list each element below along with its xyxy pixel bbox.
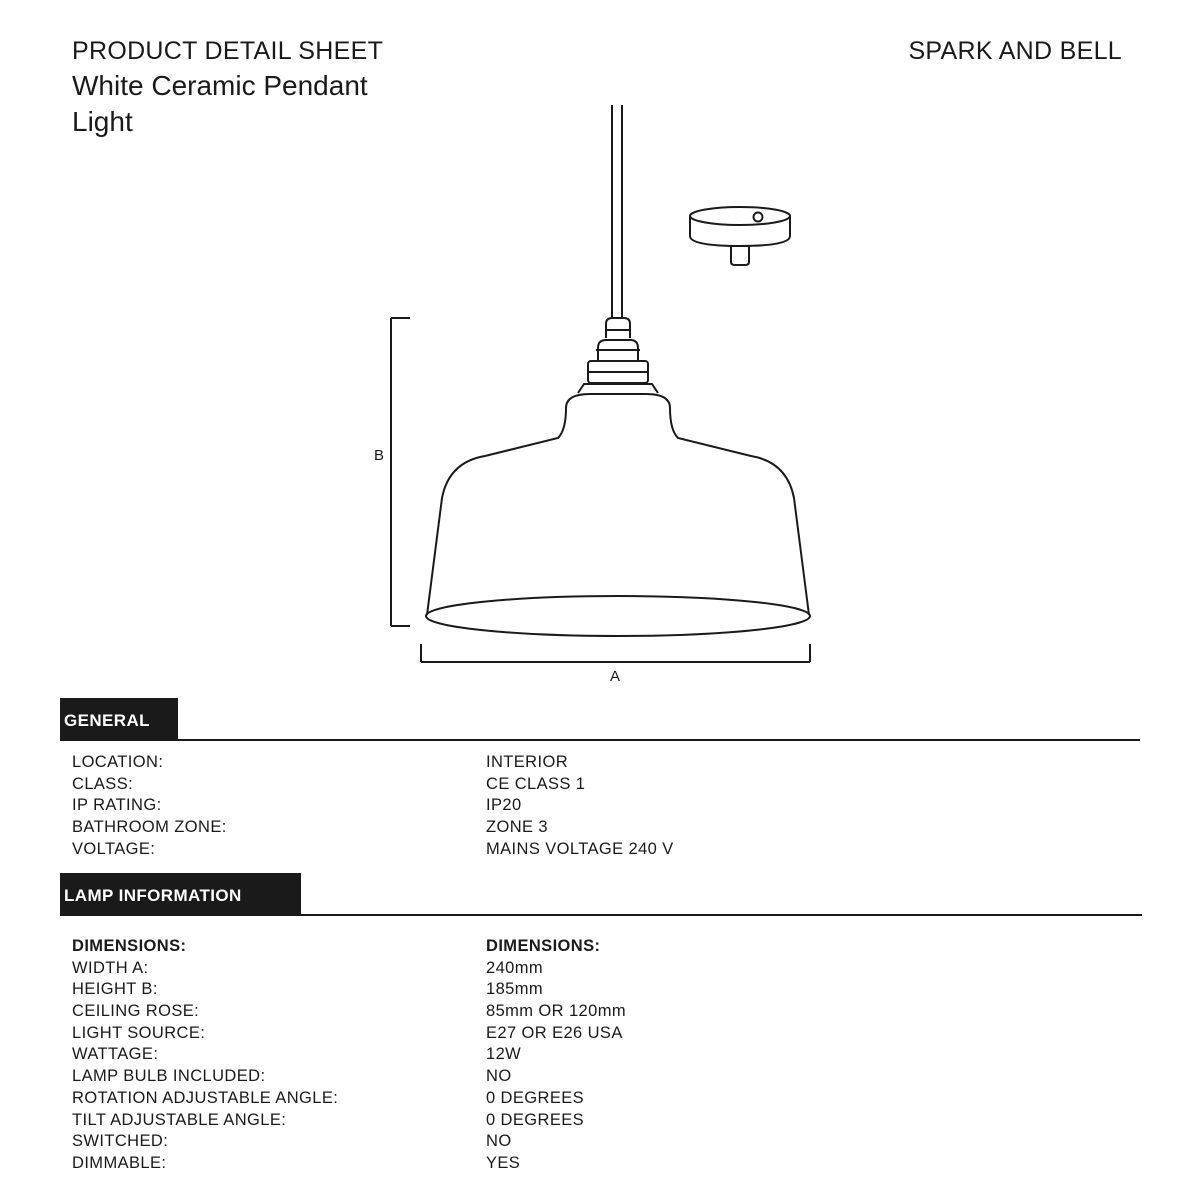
spec-value: NO (486, 1132, 512, 1151)
spec-key: CLASS: (72, 774, 134, 793)
spec-value: 85mm OR 120mm (486, 1002, 626, 1021)
ceiling-rose-connector (731, 246, 749, 265)
spec-value: CE CLASS 1 (486, 774, 586, 793)
spec-value: IP20 (486, 796, 522, 815)
spec-value: 0 DEGREES (486, 1110, 585, 1129)
general-section-rule (60, 739, 1140, 741)
ceiling-rose-screw (754, 213, 763, 222)
spec-key: SWITCHED: (72, 1132, 169, 1151)
dimension-b-label: B (374, 447, 385, 464)
product-title: White Ceramic Pendant Light (72, 70, 368, 137)
sheet-label: PRODUCT DETAIL SHEET (72, 37, 384, 65)
spec-value: MAINS VOLTAGE 240 V (486, 839, 674, 858)
spec-heading-value: DIMENSIONS: (486, 937, 601, 955)
neck-ring (578, 384, 658, 393)
shade-rim (426, 596, 810, 636)
spec-key: DIMMABLE: (72, 1153, 167, 1172)
spec-key: CEILING ROSE: (72, 1002, 200, 1021)
lamp-section-rule (60, 914, 1142, 916)
brand-name: SPARK AND BELL (908, 37, 1122, 65)
spec-heading-key: DIMENSIONS: (72, 937, 187, 955)
spec-value: ZONE 3 (486, 818, 548, 837)
spec-value: NO (486, 1067, 512, 1086)
spec-key: WIDTH A: (72, 958, 149, 977)
lamp-section-header: LAMP INFORMATION (60, 873, 301, 915)
spec-value: 12W (486, 1045, 522, 1064)
spec-value: E27 OR E26 USA (486, 1023, 623, 1042)
spec-key: LOCATION: (72, 753, 164, 771)
spec-key: VOLTAGE: (72, 839, 156, 858)
shade-outline (427, 394, 809, 615)
general-section-header: GENERAL (60, 698, 178, 740)
spec-value: INTERIOR (486, 753, 569, 771)
spec-value: 240mm (486, 958, 544, 977)
spec-key: IP RATING: (72, 796, 162, 815)
spec-key: TILT ADJUSTABLE ANGLE: (72, 1110, 287, 1129)
spec-key: BATHROOM ZONE: (72, 818, 227, 837)
spec-value: 185mm (486, 980, 544, 999)
spec-key: LIGHT SOURCE: (72, 1023, 206, 1042)
spec-value: 0 DEGREES (486, 1088, 585, 1107)
spec-value: YES (486, 1153, 521, 1172)
cord-grip (606, 318, 630, 338)
spec-key: ROTATION ADJUSTABLE ANGLE: (72, 1088, 339, 1107)
ceiling-rose-body (690, 216, 790, 246)
spec-key: HEIGHT B: (72, 980, 158, 999)
spec-key: LAMP BULB INCLUDED: (72, 1067, 266, 1086)
spec-key: WATTAGE: (72, 1045, 159, 1064)
ceiling-rose-top (690, 207, 790, 225)
dimension-a-label: A (610, 668, 621, 685)
